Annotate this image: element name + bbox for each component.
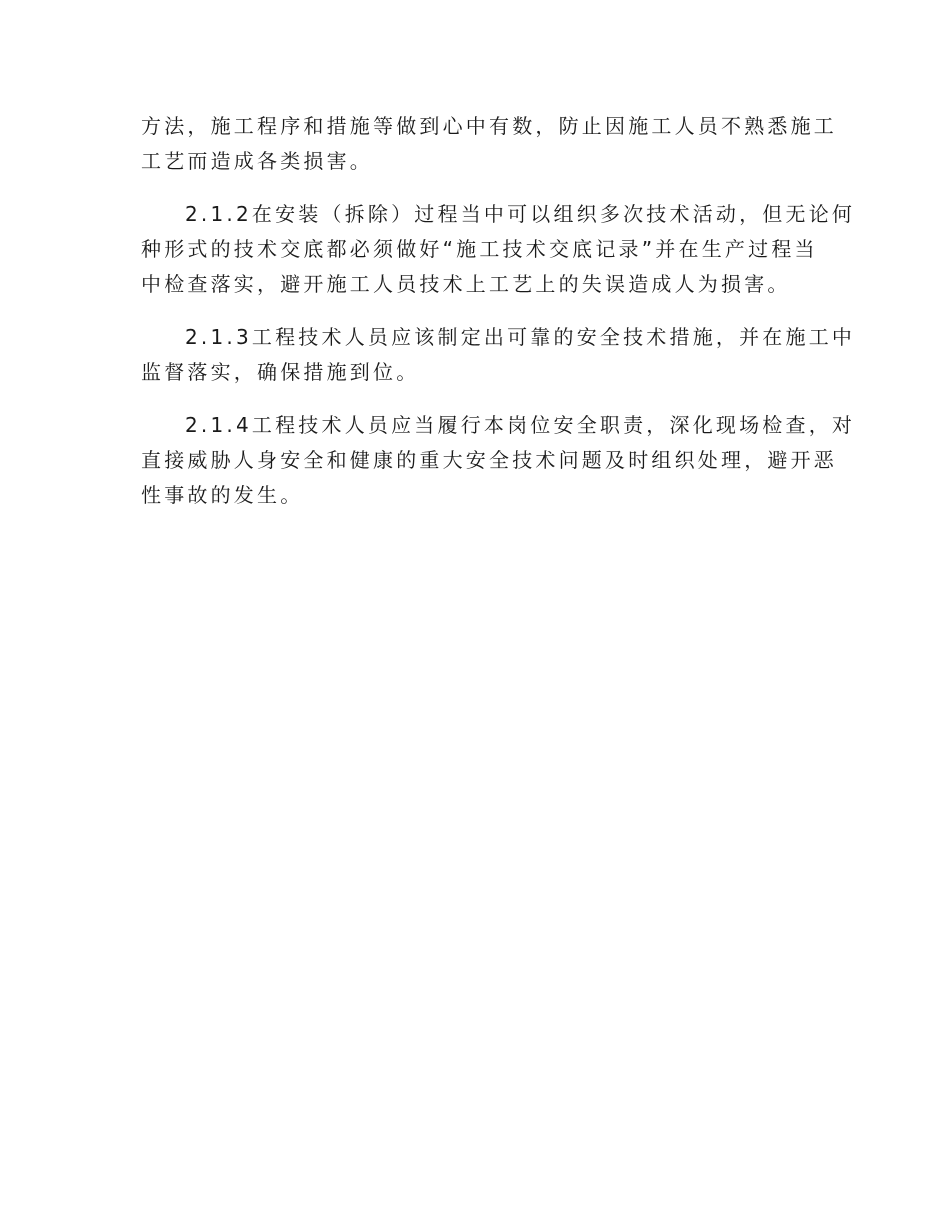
- text-line: 2.1.4工程技术人员应当履行本岗位安全职责，深化现场检查，对: [185, 413, 856, 437]
- text-line: 中检查落实，避开施工人员技术上工艺上的失误造成人为损害。: [141, 272, 791, 296]
- text-line: 2.1.2在安装（拆除）过程当中可以组织多次技术活动，但无论何: [185, 202, 856, 226]
- text-line: 方法，施工程序和措施等做到心中有数，防止因施工人员不熟悉施工: [141, 114, 837, 138]
- text-line: 种形式的技术交底都必须做好“施工技术交底记录”并在生产过程当: [141, 237, 818, 261]
- text-line: 2.1.3工程技术人员应该制定出可靠的安全技术措施，并在施工中: [185, 325, 856, 349]
- text-line: 工艺而造成各类损害。: [141, 149, 373, 173]
- paragraph-2-1-4: [141, 408, 856, 513]
- text-line: 监督落实，确保措施到位。: [141, 360, 420, 384]
- paragraph-2-1-2: [141, 197, 856, 302]
- text-line: 直接威胁人身安全和健康的重大安全技术问题及时组织处理，避开恶: [141, 448, 837, 472]
- paragraph-2-1-3: [141, 320, 856, 390]
- text-line: 性事故的发生。: [141, 483, 304, 507]
- paragraph-continuation: [141, 109, 837, 179]
- document-page: [141, 109, 856, 531]
